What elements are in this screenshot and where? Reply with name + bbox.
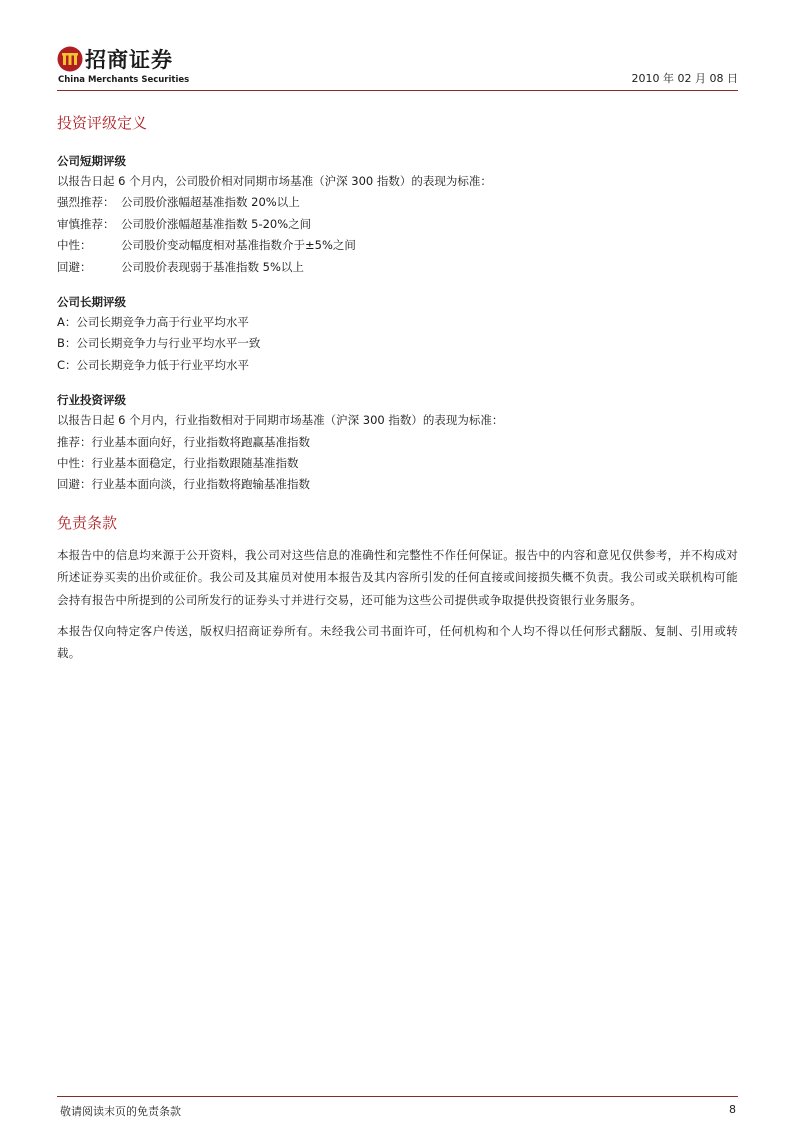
page-header — [57, 44, 738, 92]
rating-label: 强烈推荐： — [57, 195, 115, 210]
brand-name-cn: 招商证券 — [85, 48, 173, 72]
logo-mark-icon — [57, 46, 83, 72]
rating-row — [57, 257, 738, 278]
long-term-line: C：公司长期竞争力低于行业平均水平 — [57, 357, 250, 372]
disclaimer-paragraph: 本报告中的信息均来源于公开资料，我公司对这些信息的准确性和完整性不作任何保证。报告中的内容和意见仅供参考，并不构成对所述证券买卖的出价或征价。我公司及其雇员对使用本报告及其内容所引发的任何直接或间接损失概不负责。我公司或关联机构可能会持有报告中所提到的公司所发行的证券头寸并进行交易，还可能为这些公司提供或争取提供投资银行业务服务。 — [57, 547, 738, 608]
disclaimer-paragraph: 本报告仅向特定客户传送，版权归招商证券所有。未经我公司书面许可，任何机构和个人均不得以任何形式翻版、复制、引用或转载。 — [57, 623, 738, 661]
footer-note: 敬请阅读末页的免责条款 — [60, 1105, 181, 1118]
short-term-intro: 以报告日起 6 个月内，公司股价相对同期市场基准（沪深 300 指数）的表现为标准： — [57, 174, 492, 188]
rating-label: 中性： — [57, 238, 92, 253]
rating-label: 回避： — [57, 259, 92, 274]
rating-section-title: 投资评级定义 — [57, 114, 148, 132]
rating-description: 公司股价涨幅超基准指数 20%以上 — [121, 195, 300, 210]
short-term-heading: 公司短期评级 — [57, 154, 126, 168]
industry-rating-group — [57, 390, 738, 496]
rating-description: 公司股价变动幅度相对基准指数介于±5%之间 — [121, 238, 356, 253]
long-term-line: A：公司长期竞争力高于行业平均水平 — [57, 315, 249, 330]
long-term-rating-group — [57, 292, 738, 376]
industry-line: 回避：行业基本面向淡，行业指数将跑输基准指数 — [57, 477, 310, 492]
rating-row — [57, 214, 738, 235]
rating-description: 公司股价涨幅超基准指数 5-20%之间 — [121, 216, 312, 231]
long-term-line: B：公司长期竞争力与行业平均水平一致 — [57, 336, 261, 351]
industry-line: 推荐：行业基本面向好，行业指数将跑赢基准指数 — [57, 434, 310, 449]
disclaimer-title: 免责条款 — [57, 513, 118, 532]
rating-label: 审慎推荐： — [57, 216, 115, 231]
brand-name-en: China Merchants Securities — [58, 75, 190, 85]
industry-line: 中性：行业基本面稳定，行业指数跟随基准指数 — [57, 456, 299, 471]
rating-description: 公司股价表现弱于基准指数 5%以上 — [121, 259, 304, 274]
industry-intro: 以报告日起 6 个月内，行业指数相对于同期市场基准（沪深 300 指数）的表现为标准： — [57, 413, 504, 428]
page-content — [57, 110, 738, 673]
page-number: 8 — [729, 1103, 736, 1116]
rating-row — [57, 192, 738, 213]
rating-row — [57, 235, 738, 256]
footer-divider — [57, 1096, 738, 1097]
industry-heading: 行业投资评级 — [57, 393, 126, 408]
short-term-rating-group — [57, 151, 738, 278]
header-divider — [57, 90, 738, 91]
long-term-heading: 公司长期评级 — [57, 295, 126, 310]
report-date: 2010 年 02 月 08 日 — [631, 72, 738, 85]
